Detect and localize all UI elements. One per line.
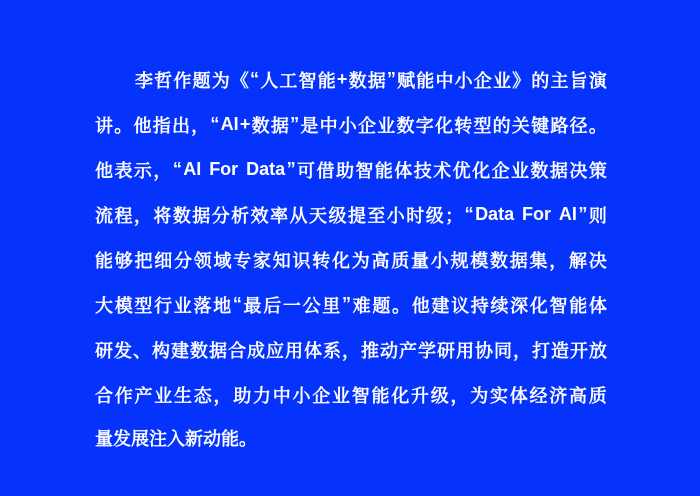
paragraph-line-7: 研 发 、 构 建 数 据 合 成 应 用 体 系 ， 推 动 产 学 研 用 协 同 ， 打 造 开 放 [95, 340, 607, 361]
paragraph-line-3: 他 表 示 ， “ AI For Data ” 可 借 助 智 能 体 技 术 优 化 企 业 数 据 决 策 [95, 159, 607, 181]
paragraph-line-9: 量发展注入新动能。 [95, 429, 257, 449]
paragraph-line-1: 李 哲 作 题 为 《 “ 人 工 智 能 + 数 据 ” 赋 能 中 小 企 业 》 的 主 旨 演 [135, 69, 607, 91]
paragraph-line-8: 合 作 产 业 生 态 ， 助 力 中 小 企 业 智 能 化 升 级 ， 为 实 体 经 济 高 质 [95, 385, 607, 406]
paragraph-line-4: 流 程 ， 将 数 据 分 析 效 率 从 天 级 提 至 小 时 级 ； “ Data For AI ” 则 [95, 204, 607, 226]
paragraph-line-5: 能 够 把 细 分 领 域 专 家 知 识 转 化 为 高 质 量 小 规 模 数 据 集 ， 解 决 [95, 250, 607, 271]
paragraph-line-6: 大 模 型 行 业 落 地 “ 最 后 一 公 里 ” 难 题 。 他 建 议 持 续 深 化 智 能 体 [95, 294, 607, 316]
paragraph-line-2: 讲 。 他 指 出 ， “ AI + 数 据 ” 是 中 小 企 业 数 字 化 转 型 的 关 键 路 径 。 [95, 114, 607, 136]
article-paragraph [95, 57, 607, 462]
